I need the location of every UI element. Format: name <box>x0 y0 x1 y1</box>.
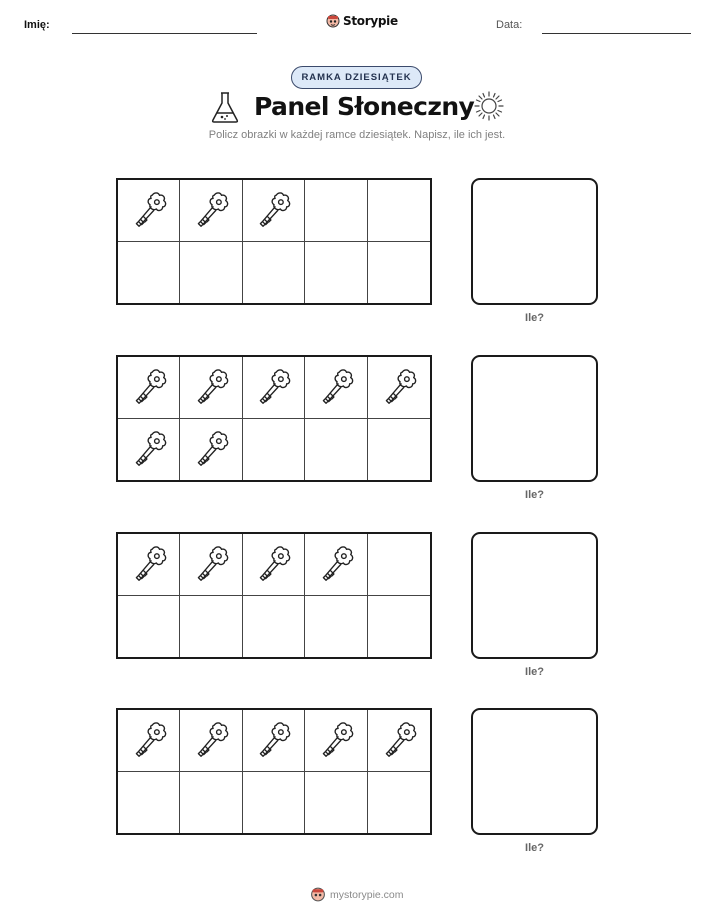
key-icon <box>252 366 294 408</box>
ten-frame-cell <box>368 710 430 772</box>
ten-frame-cell <box>118 772 180 834</box>
storypie-mascot-icon <box>326 13 340 29</box>
ten-frame-cell <box>243 242 305 304</box>
key-icon <box>190 719 232 761</box>
flask-icon <box>210 90 240 124</box>
ten-frame-cell <box>305 534 367 596</box>
footer-url[interactable]: mystorypie.com <box>330 888 404 901</box>
ten-frame-cell <box>180 772 242 834</box>
ten-frame-cell <box>243 772 305 834</box>
key-icon <box>128 366 170 408</box>
brand-logo <box>326 13 398 29</box>
ten-frame-cell <box>180 710 242 772</box>
storypie-mascot-icon <box>310 886 326 903</box>
key-icon <box>128 189 170 231</box>
ten-frame-cell <box>305 357 367 419</box>
ten-frame-cell <box>243 534 305 596</box>
page-title: Panel Słoneczny <box>254 92 475 121</box>
title-row <box>0 90 714 130</box>
key-icon <box>190 189 232 231</box>
ten-frame-cell <box>305 242 367 304</box>
ten-frame-cell <box>305 710 367 772</box>
key-icon <box>315 366 357 408</box>
name-line[interactable] <box>72 33 257 34</box>
ten-frame-cell <box>243 357 305 419</box>
ten-frame-cell <box>180 534 242 596</box>
key-icon <box>252 543 294 585</box>
sun-icon <box>473 90 505 122</box>
key-icon <box>190 543 232 585</box>
ten-frame-cell <box>368 534 430 596</box>
key-icon <box>378 366 420 408</box>
key-icon <box>252 719 294 761</box>
worksheet-type-badge: RAMKA DZIESIĄTEK <box>291 66 422 89</box>
ten-frame-cell <box>180 596 242 658</box>
ten-frame-cell <box>118 534 180 596</box>
key-icon <box>190 428 232 470</box>
date-line[interactable] <box>542 33 691 34</box>
brand-name: Storypie <box>343 14 398 28</box>
ten-frame-cell <box>118 596 180 658</box>
ten-frame-cell <box>243 710 305 772</box>
answer-label: Ile? <box>525 312 544 324</box>
ten-frame-cell <box>118 180 180 242</box>
ten-frame <box>116 532 432 659</box>
ten-frame <box>116 178 432 305</box>
ten-frame-cell <box>118 242 180 304</box>
ten-frame-cell <box>180 242 242 304</box>
ten-frame-cell <box>305 772 367 834</box>
ten-frame-cell <box>368 242 430 304</box>
answer-box[interactable] <box>471 178 598 305</box>
ten-frame-cell <box>305 596 367 658</box>
ten-frame <box>116 355 432 482</box>
answer-label: Ile? <box>525 842 544 854</box>
key-icon <box>315 719 357 761</box>
ten-frame-cell <box>243 180 305 242</box>
ten-frame-cell <box>180 419 242 481</box>
key-icon <box>128 719 170 761</box>
date-label: Data: <box>496 19 523 31</box>
answer-label: Ile? <box>525 666 544 678</box>
ten-frame-cell <box>243 596 305 658</box>
ten-frame-cell <box>305 180 367 242</box>
ten-frame-cell <box>368 180 430 242</box>
ten-frame-cell <box>243 419 305 481</box>
key-icon <box>378 719 420 761</box>
ten-frame-cell <box>118 357 180 419</box>
ten-frame-cell <box>368 596 430 658</box>
ten-frame-cell <box>180 357 242 419</box>
ten-frame-cell <box>368 772 430 834</box>
instructions: Policz obrazki w każdej ramce dziesiątek. Napisz, ile ich jest. <box>208 129 506 141</box>
key-icon <box>128 428 170 470</box>
ten-frame-cell <box>368 419 430 481</box>
ten-frame <box>116 708 432 835</box>
answer-box[interactable] <box>471 355 598 482</box>
name-label: Imię: <box>24 19 50 31</box>
answer-label: Ile? <box>525 489 544 501</box>
ten-frame-cell <box>368 357 430 419</box>
key-icon <box>190 366 232 408</box>
key-icon <box>315 543 357 585</box>
answer-box[interactable] <box>471 708 598 835</box>
ten-frame-cell <box>305 419 367 481</box>
ten-frame-cell <box>118 419 180 481</box>
footer <box>310 886 404 903</box>
key-icon <box>252 189 294 231</box>
key-icon <box>128 543 170 585</box>
ten-frame-cell <box>118 710 180 772</box>
ten-frame-cell <box>180 180 242 242</box>
answer-box[interactable] <box>471 532 598 659</box>
